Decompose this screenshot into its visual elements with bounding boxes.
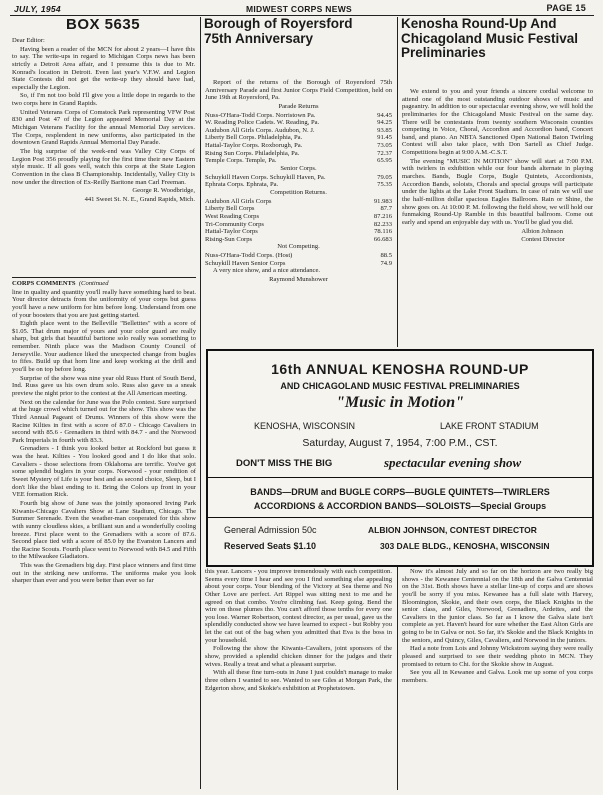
box-section-rule: [12, 277, 196, 278]
corps-score: 94.25: [377, 119, 392, 127]
ad-city: KENOSHA, WISCONSIN: [254, 421, 356, 431]
corps-score: 74.9: [380, 259, 392, 267]
royersford-report: [205, 79, 392, 347]
result-row: [205, 157, 392, 165]
royersford-heading: Borough of Royersford 75th Anniversary: [204, 16, 353, 46]
letter-paragraph: The big surprise of the week-end was Valley City Corps of Legion Post 356 proudly playing for the first time their new Eastern style music. If all goes well, watch this corps at the State Legion Convention in the class B Championship. Incidentally, Valley City is now under the direction of Ex-Reilly Baritone man Carl Freeman.: [12, 147, 195, 186]
corps-score: 94.45: [377, 111, 392, 119]
comments-paragraph: Next on the calendar for June was the Polo contest. Sure surprised at the huge crowd which turned out for the show. This show was the Third Annual Pageant of Drums. Winners of this show were the Racine Kilties in first with a score of 87.0 - Chicago Cavaliers in second with 85.6 - Grenadiers in third with 84.7 - and the Norwood Park Imperials in fourth with 83.3.: [12, 398, 196, 444]
corps-name: West Reading Corps: [205, 212, 260, 220]
box-5635-letter: [12, 37, 195, 276]
right-paragraph: Had a note from Lois and Johnny Wickstrom saying they were really pleased and surprised to see their wedding photo in MCN. They promised to return to Chi. for the Skokie show in August.: [402, 645, 593, 668]
letter-signature-address: 441 Sweet St. N. E., Grand Rapids, Mich.: [84, 195, 195, 203]
corps-name: Tri-Community Corps: [205, 220, 264, 228]
corps-name: Liberty Bell Corps: [205, 205, 255, 213]
page-header: [14, 2, 592, 16]
ad-line-1: 16th ANNUAL KENOSHA ROUND-UP: [271, 361, 529, 377]
ad-reserved: Reserved Seats $1.10: [224, 541, 317, 551]
corps-comments-column: [12, 280, 196, 790]
result-row: [205, 150, 392, 158]
ad-groups-2: ACCORDIONS & ACCORDION BANDS—SOLOISTS—Special Groups: [253, 501, 547, 511]
kenosha-signature-title: Contest Director: [521, 236, 565, 244]
comments-paragraph: line in quality and quantity you'll really have something hard to beat. Your director detracts from the uniformity of your corps but guess you'll have a new uniform for him before long. Understand from one of your boosters that you are just getting started.: [12, 288, 196, 319]
ad-venue: LAKE FRONT STADIUM: [440, 421, 539, 431]
competition-returns-heading: Competition Returns.: [270, 188, 327, 196]
box-5635-heading: BOX 5635: [66, 16, 141, 33]
kenosha-roundup-advertisement: [206, 349, 594, 567]
royersford-signature: Raymond Munshower: [269, 276, 328, 284]
column-divider-bottom: [397, 566, 398, 790]
corps-name: Hattal-Taylor Corps. Roxborugh, Pa.: [205, 142, 303, 150]
publication-title: MIDWEST CORPS NEWS: [246, 4, 352, 14]
corps-score: 78.116: [374, 228, 392, 236]
letter-paragraph: So, if I'm not too bold I'll give you a little dope in regards to the two corps here in Grand Rapids.: [12, 92, 195, 108]
ad-rule-bottom: [208, 517, 592, 518]
corps-comments-header: [12, 280, 196, 288]
kenosha-paragraph: We extend to you and your friends a sincere cordial welcome to attend one of the most outstanding outdoor shows of music and pageantry. In addition to our spectacular evening show, we will hold the preliminaries for the Chicagoland Music Festival on the same day. There will be contestants from twenty southern Wisconsin counties competing in Voice, Choral, Accordion and Accordion band, Concert band, and piano. An NBTA Sanctioned Open National Baton Twirling Contest will also take place, with Don Sartell as Chief Judge. Competitions begin at 9:00 A.M.-C.S.T.: [402, 88, 593, 157]
column-divider-right: [397, 17, 398, 347]
corps-name: Audubon All Girls Corps. Audubon, N. J.: [205, 126, 315, 134]
corps-score: 91.983: [373, 197, 392, 205]
result-row: [205, 213, 392, 221]
corps-name: Rising-Sun Corps: [205, 235, 253, 243]
corps-comments-continuation: [205, 568, 392, 790]
ad-dont-miss: DON'T MISS THE BIG: [236, 458, 333, 469]
corps-name: Audubon All Girls Corps: [205, 197, 272, 205]
result-row: [205, 205, 392, 213]
result-row: [205, 127, 392, 135]
ad-rule-top: [208, 477, 592, 478]
senior-corps-heading: Senior Corps.: [280, 165, 317, 173]
senior-results-table: [205, 174, 392, 189]
ad-contact-name: ALBION JOHNSON, CONTEST DIRECTOR: [368, 525, 537, 535]
corps-name: Ephrata Corps. Ephrata, Pa.: [205, 181, 279, 189]
issue-date: JULY, 1954: [14, 4, 61, 14]
right-paragraph: Now it's almost July and so far on the horizon are two really big shows - the Kewanee Centennial on the 18th and the Galva Centennial on the 31st. Both shows have a stellar line-up of corps and are shows you'll be sorry if you miss. Kewanee has a full slate with Harvey, Bloomington, Skokie, and their own corps, the Black Knights in the senior class, and Giles, Norwood, Grenadiers, Ardettes, and the Cavaliers in the junior class. So far as I know the Galva slate isn't complete as yet. Haven't heard for sure whether the East Alton Girls are going to be in Galva or not. So far, it's Skokie and the Black Knights in the seniors, and Quincy, Giles, Cavaliers, and Norwood in the juniors.: [402, 568, 593, 644]
corps-score: 65.95: [377, 157, 392, 165]
comments-paragraph: Fourth big show of June was the jointly sponsored Irving Park Kiwanis-Chicago Cavaliers Show at Lane Stadium, Chicago. The Summer Serenade. Even the weather-man cooperated for this show with sunny cloudless skies, a brilliant sun and a wonderfully cooling breeze. First place went to the Grenadiers with a score of 87.6. Second place tied with a score of 85.0 by the Evanston Lancers and the Racine Scouts. Fourth place went to Norwood with 84.5 and Fifth to the Milwaukee Gladiators.: [12, 499, 196, 561]
royersford-intro: Report of the returns of the Borough of Royersford 75th Anniversary Parade and first Junior Corps Field Competition, held on June 19th at Royersford, Pa.: [205, 79, 392, 102]
corps-score: 79.05: [377, 173, 392, 181]
continuation-paragraph: With all these fine turn-outs in June I just couldn't manage to make three others I wanted to see. Wanted to see Giles at Morgan Park, the Edgerton show, and Skokie's exhibition at Prophetstown.: [205, 669, 392, 692]
result-row: [205, 198, 392, 206]
parade-returns-heading: Parade Returns: [278, 102, 319, 110]
competition-results-table: [205, 198, 392, 244]
ad-admission: General Admission 50c: [224, 525, 317, 535]
comments-paragraph: Eighth place went to the Belleville "Belletttes" with a score of $1.05. That drum major of yours and your color guard are really sharp, but girls that beautiful baritone solo really was something to remember. Ninth place was the Madison County Council of Jerseyville. Your audience liked the unexpected change from bugles to fifes. Build up that horn line and keep working at the drill and you'll be on top before long.: [12, 320, 196, 374]
corps-score: 87.7: [380, 205, 392, 213]
corps-name: Liberty Bell Corps. Philadelphia, Pa.: [205, 134, 303, 142]
result-row: [205, 260, 392, 268]
ad-contact-address: 303 DALE BLDG., KENOSHA, WISCONSIN: [380, 541, 550, 551]
corps-name: W. Reading Police Cadets. W. Reading, Pa.: [205, 119, 320, 127]
result-row: [205, 236, 392, 244]
corps-name: Nuss-O'Hara-Todd Corps. (Host): [205, 252, 293, 260]
result-row: [205, 252, 392, 260]
result-row: [205, 221, 392, 229]
corps-score: 75.35: [377, 181, 392, 189]
royersford-closing: A very nice show, and a nice attendance.: [213, 267, 321, 275]
corps-name: Rising Sun Corps. Philadelphia, Pa.: [205, 149, 300, 157]
continuation-paragraph: Following the show the Kiwanis-Cavaliers, joint sponsors of the show, provided a splendid chicken dinner for the judges and their wives. Really a treat and what a pleasant surprise.: [205, 645, 392, 668]
corps-comments-heading: CORPS COMMENTS: [12, 280, 76, 287]
result-row: [205, 134, 392, 142]
letter-paragraph: United Veterans Corps of Comstock Park representing VFW Post 830 and Post 47 of the Legion appeared Memorial Day at the Michigan Veterans Facility for the annual Memorial Day services. The Corps, resplendent in new uniforms, also participated in the downtown Grand Rapids Annual Memorial Day Parade.: [12, 108, 195, 147]
letter-paragraph: Having been a reader of the MCN for about 2 years—I have this to say. The write-ups in regard to Michigan Corps news has been strictly a Detroit Area affair, and I presume this is due to Mr. Konrad's location in Detroit. Even last year's V.F.W. and Legion State Contests did not get the write-up they should have had, especially the Legion.: [12, 45, 195, 91]
corps-score: 73.05: [377, 142, 392, 150]
continuation-paragraph: this year. Lancers - you improve tremendously with each competition. Seems every time I hear and see you I find something else appealing about your corps. Your blending of the Victory at Sea theme and No Other Love are perfect. Art Rippel was sitting next to me and he agreed on that combo. You're climbing fast. Keep going. Bend the wire on those plumes tho. You can't afford those tenths for every one you lose. Warner Robertson, contest director, as per usual, gave us the splendidly conducted show we have learned to expect - but Robby you let the cat out of the bag when you admitted that Eva is the boss in your household.: [205, 568, 392, 644]
continued-note: (Continued: [78, 280, 109, 287]
right-paragraph: See you all in Kewanee and Galva. Look me up some of you corps members.: [402, 669, 593, 684]
corps-score: 88.5: [380, 252, 392, 260]
result-row: [205, 174, 392, 182]
corps-name: Nuss-O'Hara-Todd Corps. Norristown Pa.: [205, 111, 316, 119]
result-row: [205, 142, 392, 150]
corps-score: 87.216: [373, 212, 392, 220]
column-divider-left: [200, 17, 201, 789]
letter-signature-name: George R. Woodbridge,: [132, 187, 195, 195]
ad-tagline: "Music in Motion": [335, 394, 465, 411]
corps-name: Schuykill Haven Corps. Schuykill Haven, Pa.: [205, 173, 326, 181]
comments-paragraph: Grenadiers - I think you looked better at Rockford but guess it was the heat. Kilties - You looked good and I do like that solo. Cavaliers - those selections from Oklahoma are terrific. You've got some splendid buglers in your corps. Norwood - your rendition of Sweet Mystery of Life is your best and as second choice, Sleep, but I don't like the blast ending to it. Bring the Colors up front in your VEE formation Rick.: [12, 445, 196, 499]
ad-line-2: AND CHICAGOLAND MUSIC FESTIVAL PRELIMINARIES: [280, 381, 520, 391]
comments-paragraph: This was the Grenadiers big day. First place winners and first time out in the striking new uniforms. The uniforms make you look sharper than ever and you were better than ever so far: [12, 562, 196, 585]
ad-groups-1: BANDS—DRUM and BUGLE CORPS—BUGLE QUINTETS—TWIRLERS: [250, 487, 550, 497]
parade-results-table: [205, 112, 392, 165]
corps-name: Hattal-Taylor Corps: [205, 228, 258, 236]
letter-paragraph: Dear Editor:: [12, 37, 45, 44]
result-row: [205, 181, 392, 189]
corps-score: 66.683: [373, 235, 392, 243]
right-bottom-column: [402, 568, 593, 790]
corps-score: 93.85: [377, 126, 392, 134]
corps-score: 91.45: [377, 134, 392, 142]
page-number: PAGE 15: [546, 3, 586, 13]
kenosha-heading: Kenosha Round-Up And Chicagoland Music Festival Preliminaries: [401, 16, 579, 61]
corps-name: Temple Corps. Temple, Pa.: [205, 157, 277, 165]
ad-date: Saturday, August 7, 1954, 7:00 P.M., CST.: [302, 437, 498, 449]
result-row: [205, 112, 392, 120]
kenosha-paragraph: The evening "MUSIC IN MOTION" show will start at 7:00 P.M. with twirlers in exhibition while our four bands alternate in playing marches. Bands, Bugle Corps, Bugle Quintets, Accordionists, Accordion Bands, soloists, Chorals and special groups will participate under the lights at the Lake Front Stadium. In case of rain we will use the half-million dollar spacious Eagles Ballroom. Rain or Shine, the show goes on. At 10:00 P. M. following the field show, we will hold our funmaking Round-Up Ramble in this beautiful ballroom. Come out early and spend an enjoyable day with us. You'll be glad you did.: [402, 157, 593, 226]
corps-name: Schuykill Haven Senior Corps: [205, 259, 286, 267]
result-row: [205, 119, 392, 127]
result-row: [205, 228, 392, 236]
ad-spectacular: spectacular evening show: [384, 455, 522, 470]
kenosha-signature-name: Albion Johnson: [521, 227, 563, 235]
comments-paragraph: Surprise of the show was nine year old Russ Hunt of South Bend, Ind. Russ gave us his own drum solo. Russ also gave us a sneak preview the night prior to the contest at the All American meeting.: [12, 374, 196, 397]
corps-score: 82.233: [373, 220, 392, 228]
corps-score: 72.37: [377, 149, 392, 157]
not-competing-heading: Not Competing.: [277, 243, 320, 251]
kenosha-article: [402, 88, 593, 346]
not-competing-table: [205, 252, 392, 267]
